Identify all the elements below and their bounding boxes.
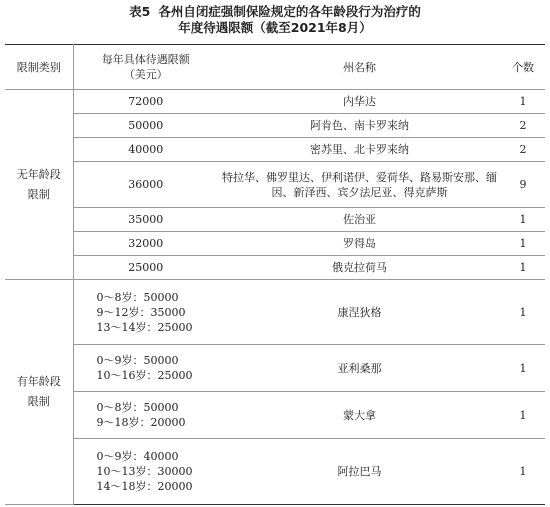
- header-category: 限制类别: [5, 45, 73, 90]
- limit-cell: [73, 392, 218, 439]
- table-body: [5, 90, 545, 505]
- age-range-limit: 13～14岁：25000: [96, 320, 193, 334]
- limit-cell: 36000: [73, 162, 218, 208]
- table-row: [5, 162, 545, 208]
- header-row: [5, 45, 545, 90]
- limit-cell: 35000: [73, 208, 218, 232]
- count-cell: 1: [501, 232, 545, 256]
- age-range-limit: 0～9岁：40000: [96, 450, 179, 463]
- table-row: [5, 256, 545, 280]
- table-row: [5, 138, 545, 162]
- limit-cell: 25000: [73, 256, 218, 280]
- age-range-limit: 0～9岁：50000: [96, 354, 179, 367]
- title-line-1: 各州自闭症强制保险规定的各年龄段行为治疗的: [158, 4, 421, 19]
- age-range-limit: 9～18岁：20000: [96, 416, 186, 429]
- table-row: [5, 280, 545, 345]
- table-row: [5, 232, 545, 256]
- header-limit: 每年具体待遇限额 （美元）: [73, 45, 218, 90]
- age-range-limit: 14～18岁：20000: [96, 480, 193, 493]
- state-names-cell: 特拉华、佛罗里达、伊利诺伊、爱荷华、路易斯安那、缅因、新泽西、宾夕法尼亚、得克萨斯: [218, 162, 501, 208]
- limit-cell: [73, 439, 218, 505]
- title-line-2: 年度待遇限额（截至2021年8月）: [178, 20, 372, 35]
- insurance-limits-table: [5, 44, 545, 505]
- count-cell: 1: [501, 345, 545, 392]
- table-row: [5, 208, 545, 232]
- limit-cell: [73, 345, 218, 392]
- state-names-cell: 阿拉巴马: [218, 439, 501, 505]
- table-row: [5, 439, 545, 505]
- state-names-cell: 密苏里、北卡罗来纳: [218, 138, 501, 162]
- state-names-cell: 俄克拉荷马: [218, 256, 501, 280]
- age-range-limit: 10～16岁：25000: [96, 369, 193, 382]
- limit-cell: 72000: [73, 90, 218, 114]
- state-names-cell: 亚利桑那: [218, 345, 501, 392]
- count-cell: 9: [501, 162, 545, 208]
- age-range-limit: 10～13岁：30000: [96, 465, 193, 478]
- limit-cell: [73, 280, 218, 345]
- state-names-cell: 康涅狄格: [218, 280, 501, 345]
- age-range-limit: 0～8岁：50000: [96, 401, 179, 414]
- count-cell: 2: [501, 138, 545, 162]
- category-cell: 有年龄段 限制: [5, 280, 73, 505]
- limit-cell: 32000: [73, 232, 218, 256]
- table-row: [5, 90, 545, 114]
- state-names-cell: 佐治亚: [218, 208, 501, 232]
- state-names-cell: 内华达: [218, 90, 501, 114]
- count-cell: 2: [501, 114, 545, 138]
- count-cell: 1: [501, 280, 545, 345]
- category-cell: 无年龄段 限制: [5, 90, 73, 280]
- count-cell: 1: [501, 256, 545, 280]
- state-names-cell: 阿肯色、南卡罗来纳: [218, 114, 501, 138]
- count-cell: 1: [501, 208, 545, 232]
- table-title: [0, 4, 550, 36]
- state-names-cell: 蒙大拿: [218, 392, 501, 439]
- age-range-limit: 9～12岁：35000: [96, 305, 186, 319]
- table-row: [5, 114, 545, 138]
- table-row: [5, 392, 545, 439]
- header-count: 个数: [501, 45, 545, 90]
- state-names-cell: 罗得岛: [218, 232, 501, 256]
- table-number: 表5: [129, 4, 151, 19]
- limit-cell: 40000: [73, 138, 218, 162]
- age-range-limit: 0～8岁：50000: [96, 290, 179, 304]
- count-cell: 1: [501, 392, 545, 439]
- count-cell: 1: [501, 439, 545, 505]
- limit-cell: 50000: [73, 114, 218, 138]
- table-row: [5, 345, 545, 392]
- count-cell: 1: [501, 90, 545, 114]
- header-state: 州名称: [218, 45, 501, 90]
